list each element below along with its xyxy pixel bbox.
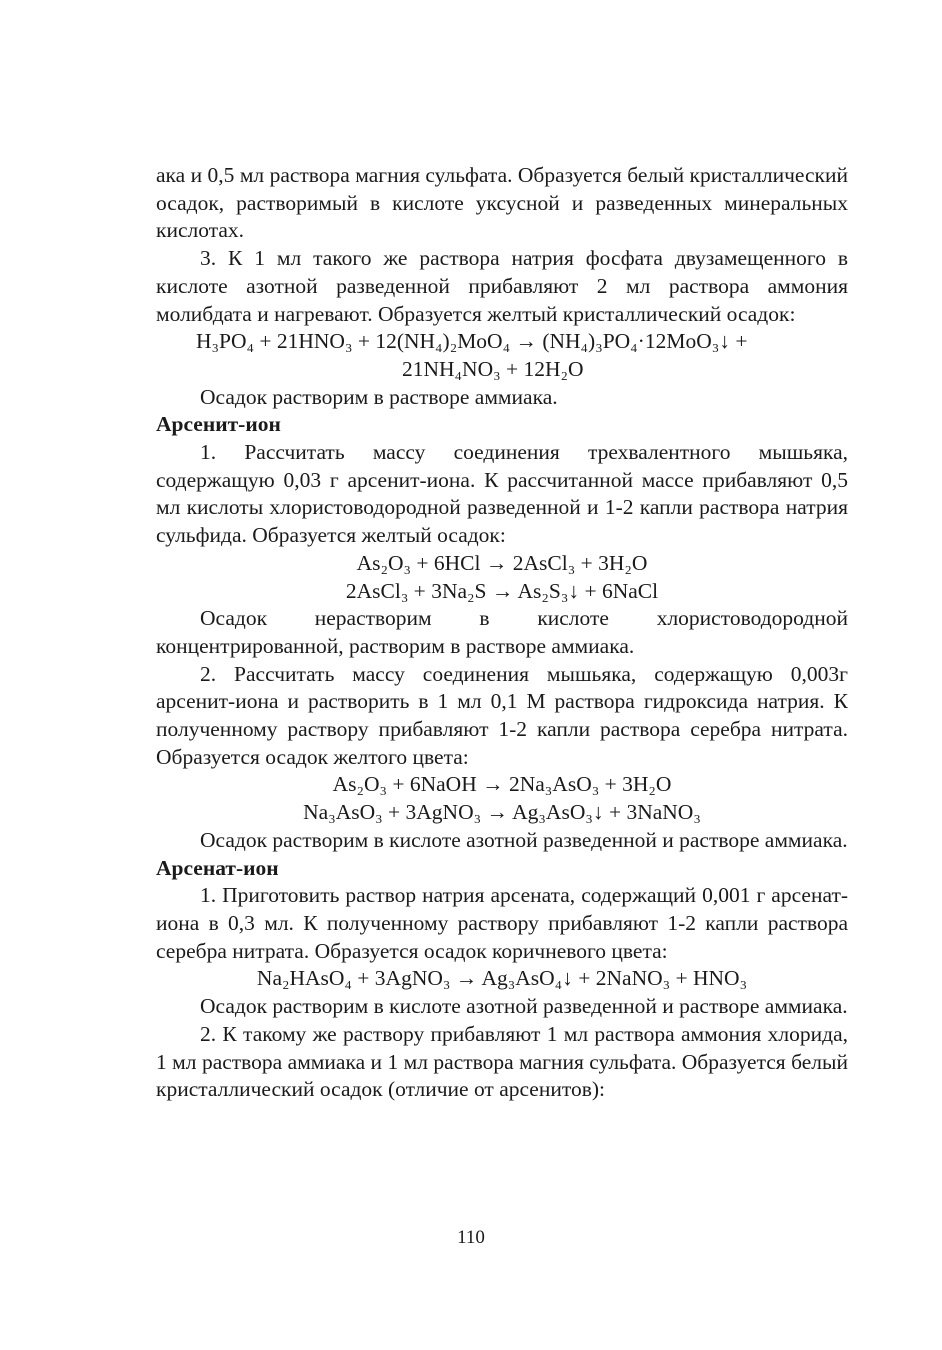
paragraph: Осадок нерастворим в кислоте хлористоводородной концентрированной, растворим в растворе аммиака. xyxy=(156,606,848,658)
paragraph: 2. Рассчитать массу соединения мышьяка, содержащую 0,003г арсенит-иона и растворить в 1 мл 0,1 М раствора гидроксида натрия. К полученному раствору прибавляют 1-2 капли раствора серебра нитрата. Образуется осадок желтого цвета: xyxy=(156,661,848,769)
equation: Na₂HAsO₄ + 3AgNO₃ → Ag₃AsO₄↓ + 2NaNO₃ + HNO₃ xyxy=(256,966,748,991)
equation: H₃PO₄ + 21HNO₃ + 12(NH₄)₂MoO₄ → (NH₄)₃PO₄·12MoO₃↓ + xyxy=(196,329,748,354)
paragraph: 2. К такому же раствору прибавляют 1 мл раствора аммония хлорида, 1 мл раствора аммиака и 1 мл раствора магния сульфата. Образуется белый кристаллический осадок (отличие от арсенитов): xyxy=(156,1021,848,1102)
paragraph: Осадок растворим в кислоте азотной разведенной и растворе аммиака. xyxy=(200,994,848,1019)
equation-continuation: 21NH₄NO₃ + 12H₂O xyxy=(402,356,584,381)
paragraph: 1. Рассчитать массу соединения трехвалентного мышьяка, содержащую 0,03 г арсенит-иона. К рассчитанной массе прибавляют 0,5 мл кислоты хлористоводородной разведенной и 1-2 капли раствора натрия сульфида. Образуется желтый осадок: xyxy=(156,440,848,548)
paragraph: 1. Приготовить раствор натрия арсената, содержащий 0,001 г арсенат-иона в 0,3 мл. К полученному раствору прибавляют 1-2 капли раствора серебра нитрата. Образуется осадок коричневого цвета: xyxy=(156,883,848,963)
equation: As₂O₃ + 6HCl → 2AsCl₃ + 3H₂O xyxy=(356,550,648,575)
paragraph: 3. К 1 мл такого же раствора натрия фосфата двузамещенного в кислоте азотной разведенной прибавляют 2 мл раствора аммония молибдата и нагревают. Образуется желтый кристаллический осадок: xyxy=(156,246,848,326)
page-body xyxy=(156,162,848,1104)
section-heading: Арсенат-ион xyxy=(156,855,279,880)
section-heading: Арсенит-ион xyxy=(156,412,281,437)
paragraph: Осадок растворим в растворе аммиака. xyxy=(200,384,558,409)
equation: 2AsCl₃ + 3Na₂S → As₂S₃↓ + 6NaCl xyxy=(345,578,659,603)
equation: Na₃AsO₃ + 3AgNO₃ → Ag₃AsO₃↓ + 3NaNO₃ xyxy=(303,800,701,825)
paragraph: ака и 0,5 мл раствора магния сульфата. Образуется белый кристаллический осадок, растворимый в кислоте уксусной и разведенных минеральных кислотах. xyxy=(156,163,848,243)
equation: As₂O₃ + 6NaOH → 2Na₃AsO₃ + 3H₂O xyxy=(332,772,672,797)
paragraph: Осадок растворим в кислоте азотной разведенной и растворе аммиака. xyxy=(200,827,848,852)
page-number: 110 xyxy=(457,1227,485,1248)
